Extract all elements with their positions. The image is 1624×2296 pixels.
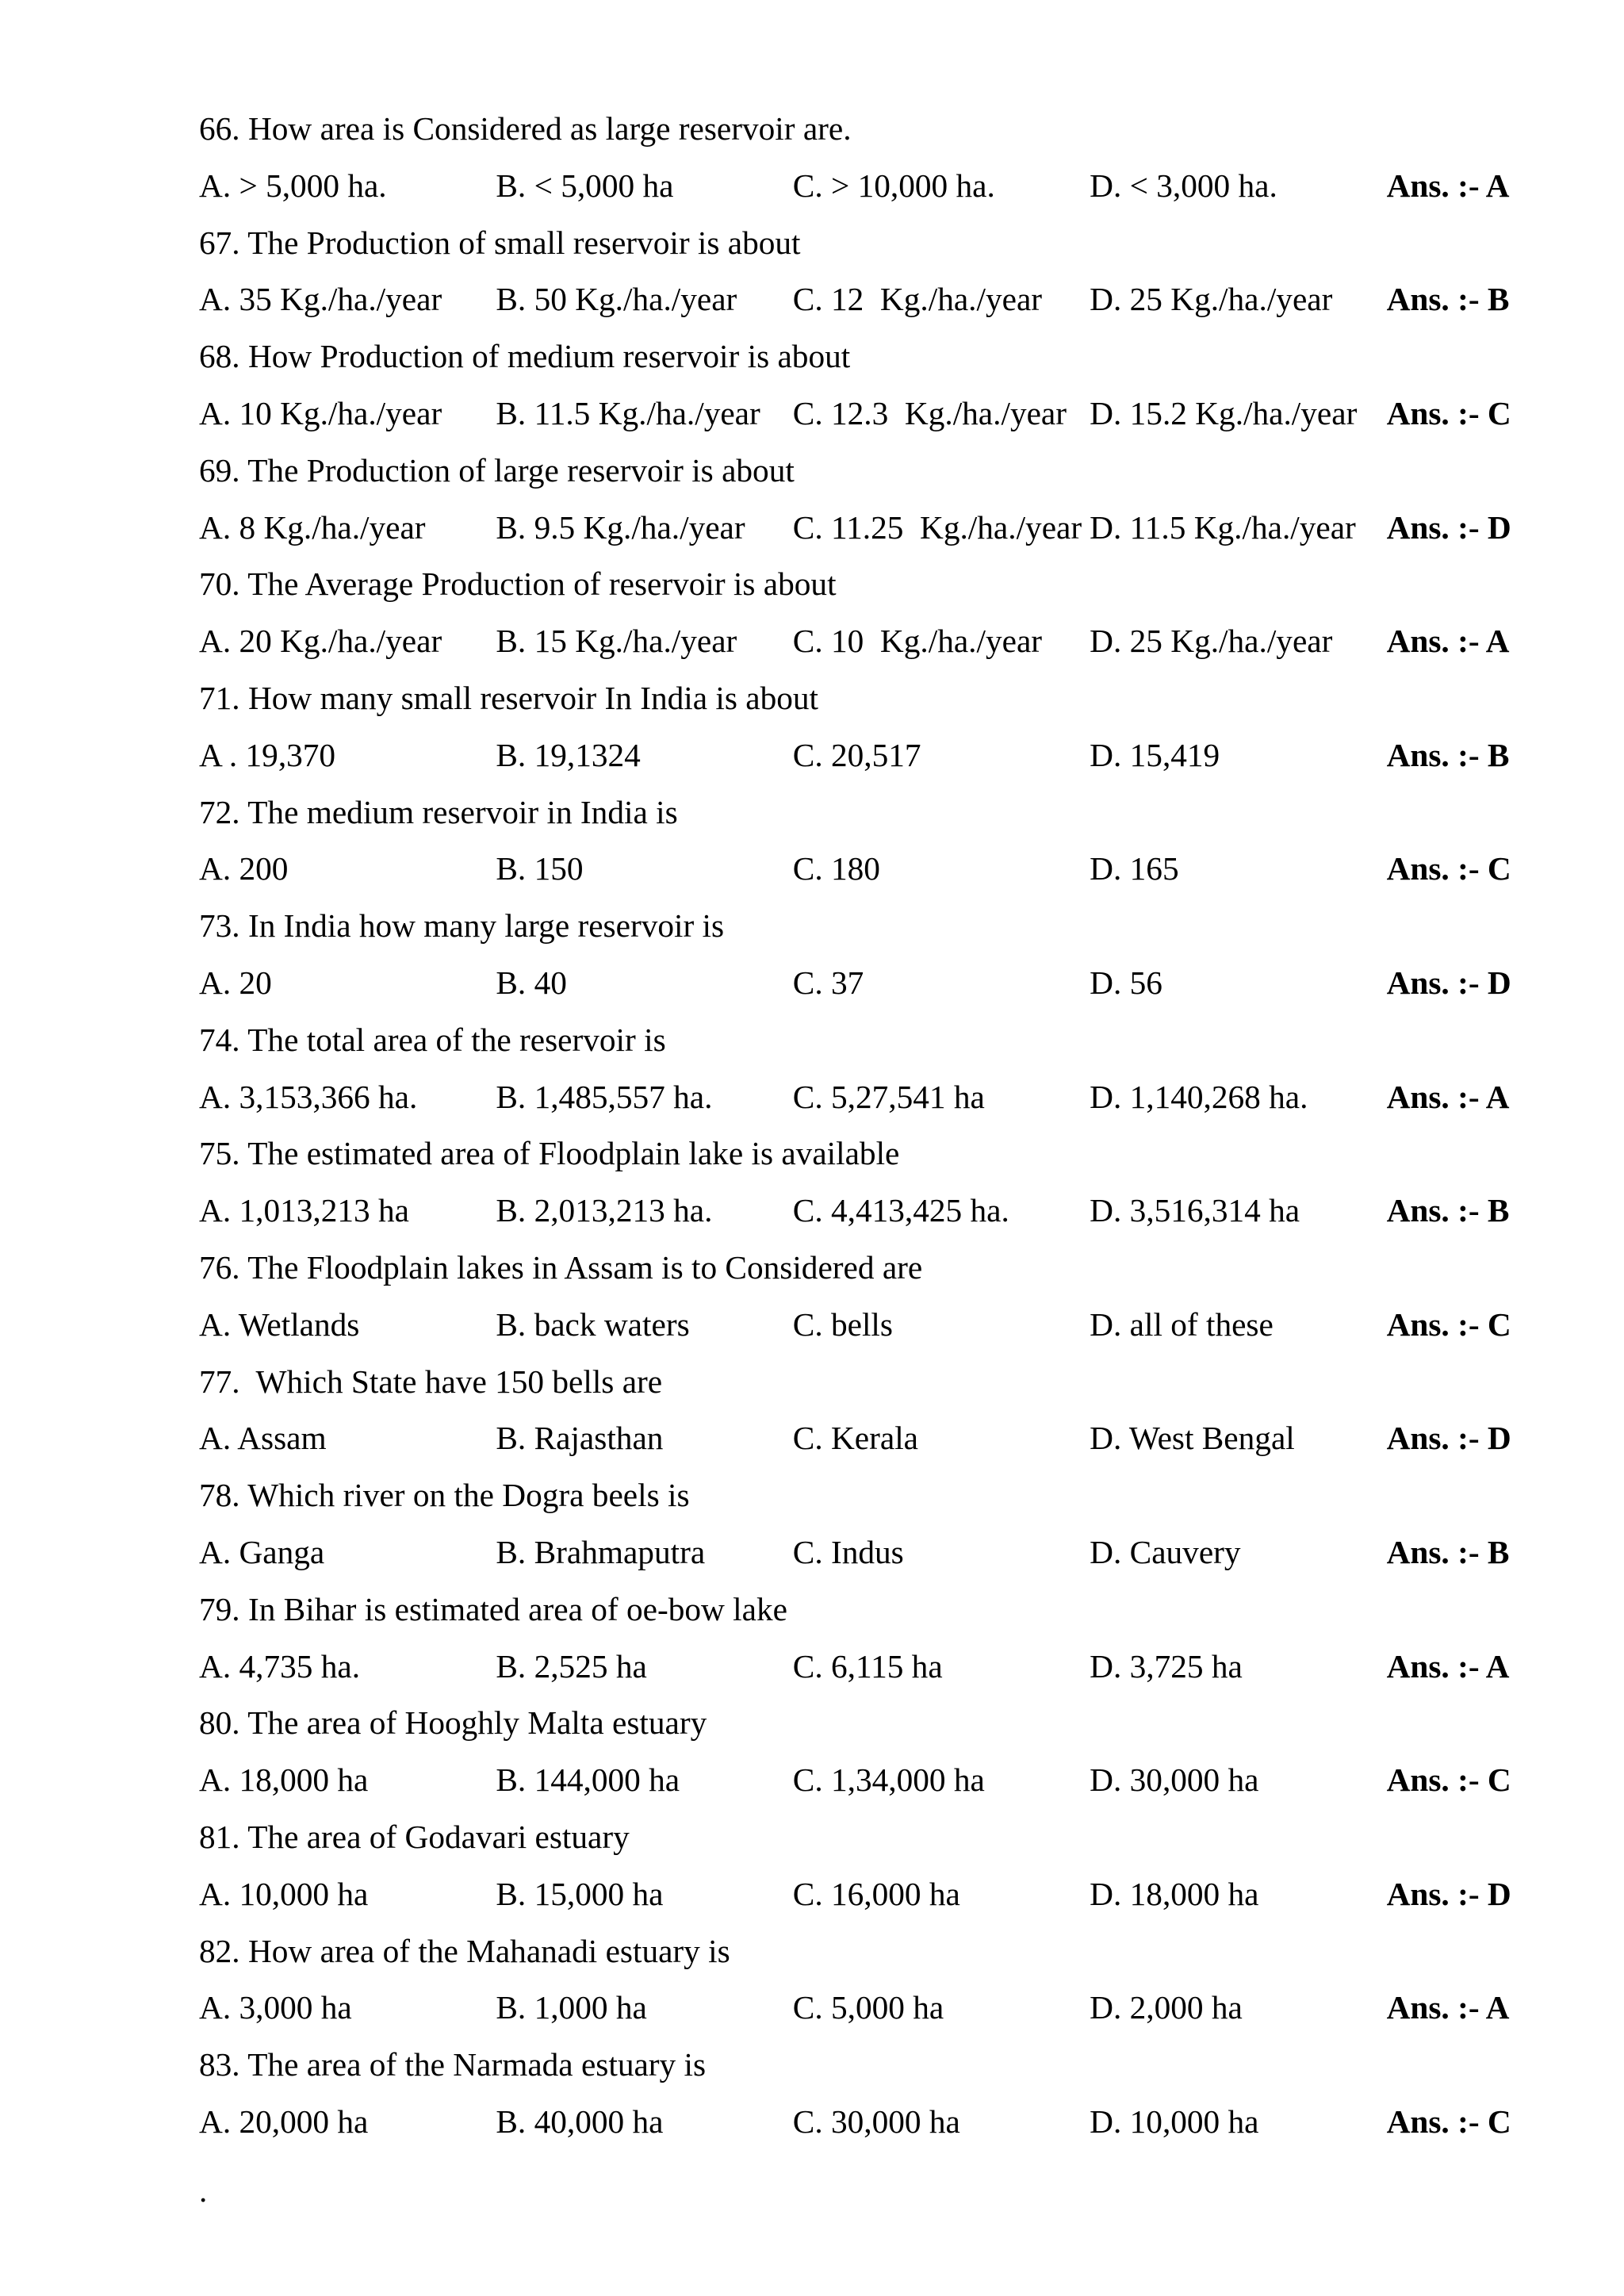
option-b: B. 1,000 ha bbox=[496, 1989, 647, 2026]
question-text: 82. How area of the Mahanadi estuary is bbox=[199, 1932, 730, 1969]
option-d: D. 11.5 Kg./ha./year bbox=[1090, 508, 1356, 546]
option-c: C. Indus bbox=[792, 1533, 904, 1570]
option-c: C. 16,000 ha bbox=[792, 1875, 960, 1912]
question-text: 80. The area of Hooghly Malta estuary bbox=[199, 1704, 707, 1742]
option-d: D. 18,000 ha bbox=[1090, 1875, 1259, 1912]
question-text: 75. The estimated area of Floodplain lake is available bbox=[199, 1135, 900, 1172]
question-text: 66. How area is Considered as large reservoir are. bbox=[199, 110, 852, 147]
question-74 bbox=[199, 1012, 1595, 1126]
question-text: 72. The medium reservoir in India is bbox=[199, 793, 678, 830]
option-d: D. all of these bbox=[1090, 1305, 1274, 1343]
option-c: C. 37 bbox=[792, 964, 864, 1001]
option-c: C. 6,115 ha bbox=[792, 1647, 943, 1685]
option-b: B. 19,1324 bbox=[496, 736, 641, 773]
question-75 bbox=[199, 1125, 1595, 1240]
question-text: 70. The Average Production of reservoir is about bbox=[199, 565, 837, 603]
option-c: C. 5,27,541 ha bbox=[792, 1078, 985, 1115]
option-a: A. Assam bbox=[199, 1420, 327, 1457]
option-d: D. 3,725 ha bbox=[1090, 1647, 1243, 1685]
question-text: 81. The area of Godavari estuary bbox=[199, 1818, 630, 1855]
option-d: D. 1,140,268 ha. bbox=[1090, 1078, 1308, 1115]
option-b: B. Brahmaputra bbox=[496, 1533, 706, 1570]
question-78 bbox=[199, 1467, 1595, 1581]
answer: Ans. :- C bbox=[1386, 2102, 1511, 2140]
answer: Ans. :- D bbox=[1386, 1420, 1511, 1457]
option-d: D. 56 bbox=[1090, 964, 1162, 1001]
question-text: 76. The Floodplain lakes in Assam is to Considered are bbox=[199, 1248, 923, 1286]
option-c: C. 4,413,425 ha. bbox=[792, 1192, 1009, 1229]
option-b: B. 1,485,557 ha. bbox=[496, 1078, 713, 1115]
option-a: A. 8 Kg./ha./year bbox=[199, 508, 426, 546]
question-72 bbox=[199, 784, 1595, 899]
option-a: A. 3,153,366 ha. bbox=[199, 1078, 418, 1115]
option-b: B. 2,525 ha bbox=[496, 1647, 647, 1685]
option-b: B. 50 Kg./ha./year bbox=[496, 281, 737, 318]
option-c: C. 12.3 Kg./ha./year bbox=[792, 394, 1067, 431]
option-a: A. 1,013,213 ha bbox=[199, 1192, 409, 1229]
options-row bbox=[199, 500, 1595, 557]
option-b: B. 40 bbox=[496, 964, 567, 1001]
question-69 bbox=[199, 443, 1595, 557]
question-83 bbox=[199, 2037, 1595, 2151]
option-d: D. 10,000 ha bbox=[1090, 2102, 1259, 2140]
options-row bbox=[199, 1866, 1595, 1923]
option-b: B. 144,000 ha bbox=[496, 1761, 680, 1799]
answer: Ans. :- C bbox=[1386, 850, 1511, 887]
question-80 bbox=[199, 1695, 1595, 1809]
question-82 bbox=[199, 1923, 1595, 2037]
option-a: A. 10,000 ha bbox=[199, 1875, 369, 1912]
option-a: A. 20 Kg./ha./year bbox=[199, 623, 442, 660]
question-text: 77. Which State have 150 bells are bbox=[199, 1363, 663, 1400]
options-row bbox=[199, 2094, 1595, 2151]
option-d: D. 25 Kg./ha./year bbox=[1090, 281, 1333, 318]
answer: Ans. :- C bbox=[1386, 1761, 1511, 1799]
option-d: D. < 3,000 ha. bbox=[1090, 167, 1277, 204]
question-81 bbox=[199, 1809, 1595, 1923]
options-row bbox=[199, 1182, 1595, 1240]
question-73 bbox=[199, 898, 1595, 1012]
option-b: B. 15 Kg./ha./year bbox=[496, 623, 737, 660]
answer: Ans. :- A bbox=[1386, 1989, 1510, 2026]
option-a: A . 19,370 bbox=[199, 736, 336, 773]
option-a: A. 35 Kg./ha./year bbox=[199, 281, 442, 318]
answer: Ans. :- D bbox=[1386, 1875, 1511, 1912]
option-b: B. back waters bbox=[496, 1305, 690, 1343]
option-d: D. 3,516,314 ha bbox=[1090, 1192, 1300, 1229]
option-c: C. 20,517 bbox=[792, 736, 921, 773]
question-text: 68. How Production of medium reservoir is about bbox=[199, 338, 851, 375]
option-c: C. 11.25 Kg./ha./year bbox=[792, 508, 1082, 546]
option-a: A. 18,000 ha bbox=[199, 1761, 369, 1799]
question-70 bbox=[199, 556, 1595, 670]
options-row bbox=[199, 385, 1595, 443]
option-c: C. 12 Kg./ha./year bbox=[792, 281, 1043, 318]
option-c: C. Kerala bbox=[792, 1420, 919, 1457]
option-d: D. West Bengal bbox=[1090, 1420, 1295, 1457]
question-text: 69. The Production of large reservoir is about bbox=[199, 451, 795, 489]
option-b: B. 2,013,213 ha. bbox=[496, 1192, 713, 1229]
answer: Ans. :- A bbox=[1386, 1078, 1510, 1115]
option-c: C. 5,000 ha bbox=[792, 1989, 944, 2026]
question-text: 67. The Production of small reservoir is about bbox=[199, 224, 801, 261]
option-c: C. 10 Kg./ha./year bbox=[792, 623, 1043, 660]
options-row bbox=[199, 613, 1595, 670]
answer: Ans. :- C bbox=[1386, 394, 1511, 431]
answer: Ans. :- D bbox=[1386, 964, 1511, 1001]
options-row bbox=[199, 955, 1595, 1012]
question-text: 83. The area of the Narmada estuary is bbox=[199, 2046, 707, 2083]
option-a: A. 20,000 ha bbox=[199, 2102, 369, 2140]
options-row bbox=[199, 1410, 1595, 1467]
question-text: 79. In Bihar is estimated area of oe-bow lake bbox=[199, 1590, 787, 1627]
answer: Ans. :- A bbox=[1386, 623, 1510, 660]
option-d: D. 15,419 bbox=[1090, 736, 1220, 773]
option-c: C. 30,000 ha bbox=[792, 2102, 960, 2140]
option-a: A. 3,000 ha bbox=[199, 1989, 352, 2026]
question-68 bbox=[199, 328, 1595, 443]
options-row bbox=[199, 841, 1595, 898]
options-row bbox=[199, 1524, 1595, 1581]
option-c: C. > 10,000 ha. bbox=[792, 167, 995, 204]
options-row bbox=[199, 727, 1595, 784]
option-c: C. 180 bbox=[792, 850, 880, 887]
question-page bbox=[199, 101, 1595, 2219]
options-row bbox=[199, 271, 1595, 328]
question-66 bbox=[199, 101, 1595, 215]
question-77 bbox=[199, 1354, 1595, 1468]
option-b: B. Rajasthan bbox=[496, 1420, 664, 1457]
question-text: 74. The total area of the reservoir is bbox=[199, 1021, 666, 1058]
option-a: A. Wetlands bbox=[199, 1305, 360, 1343]
option-a: A. > 5,000 ha. bbox=[199, 167, 387, 204]
options-row bbox=[199, 1069, 1595, 1126]
options-row bbox=[199, 1980, 1595, 2037]
option-c: C. 1,34,000 ha bbox=[792, 1761, 985, 1799]
option-b: B. 15,000 ha bbox=[496, 1875, 664, 1912]
option-b: B. 11.5 Kg./ha./year bbox=[496, 394, 760, 431]
options-row bbox=[199, 158, 1595, 215]
options-row bbox=[199, 1639, 1595, 1696]
answer: Ans. :- C bbox=[1386, 1305, 1511, 1343]
option-b: B. < 5,000 ha bbox=[496, 167, 674, 204]
question-text: 71. How many small reservoir In India is about bbox=[199, 679, 819, 716]
option-a: A. Ganga bbox=[199, 1533, 325, 1570]
answer: Ans. :- B bbox=[1386, 736, 1510, 773]
option-a: A. 20 bbox=[199, 964, 272, 1001]
options-row bbox=[199, 1297, 1595, 1354]
answer: Ans. :- B bbox=[1386, 1192, 1510, 1229]
option-b: B. 150 bbox=[496, 850, 584, 887]
option-a: A. 10 Kg./ha./year bbox=[199, 394, 442, 431]
answer: Ans. :- D bbox=[1386, 508, 1511, 546]
option-d: D. 25 Kg./ha./year bbox=[1090, 623, 1333, 660]
answer: Ans. :- A bbox=[1386, 1647, 1510, 1685]
option-d: D. 30,000 ha bbox=[1090, 1761, 1259, 1799]
answer: Ans. :- A bbox=[1386, 167, 1510, 204]
question-76 bbox=[199, 1240, 1595, 1354]
option-a: A. 4,735 ha. bbox=[199, 1647, 361, 1685]
trailing-mark: . bbox=[199, 2171, 208, 2209]
option-d: D. 2,000 ha bbox=[1090, 1989, 1243, 2026]
option-d: D. 15.2 Kg./ha./year bbox=[1090, 394, 1358, 431]
question-text: 73. In India how many large reservoir is bbox=[199, 907, 725, 945]
answer: Ans. :- B bbox=[1386, 281, 1510, 318]
answer: Ans. :- B bbox=[1386, 1533, 1510, 1570]
option-c: C. bells bbox=[792, 1305, 893, 1343]
option-d: D. Cauvery bbox=[1090, 1533, 1241, 1570]
question-79 bbox=[199, 1581, 1595, 1696]
options-row bbox=[199, 1752, 1595, 1809]
option-b: B. 40,000 ha bbox=[496, 2102, 664, 2140]
option-d: D. 165 bbox=[1090, 850, 1179, 887]
option-a: A. 200 bbox=[199, 850, 289, 887]
option-b: B. 9.5 Kg./ha./year bbox=[496, 508, 745, 546]
question-67 bbox=[199, 215, 1595, 329]
question-71 bbox=[199, 670, 1595, 784]
question-text: 78. Which river on the Dogra beels is bbox=[199, 1477, 690, 1514]
